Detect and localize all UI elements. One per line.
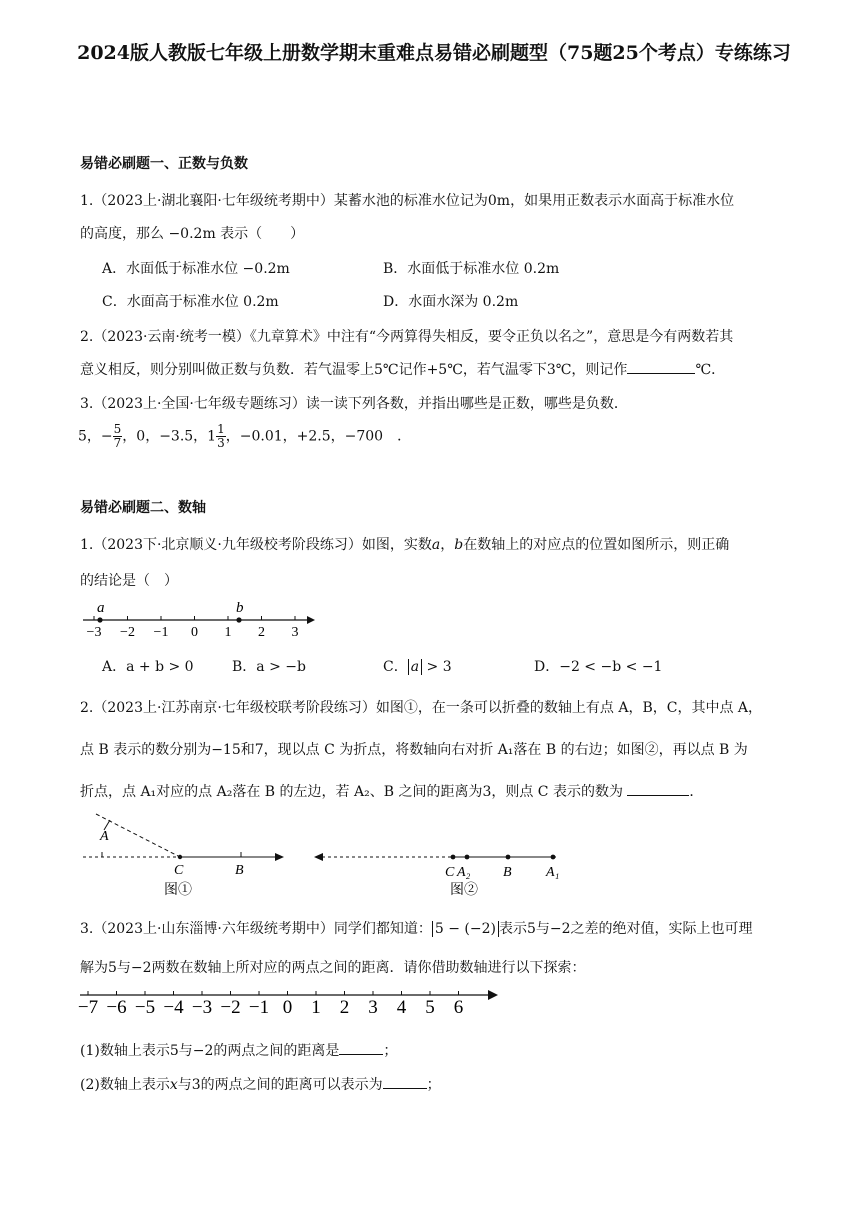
label-b: B [503, 865, 512, 880]
tick-label: 5 [425, 997, 435, 1018]
variable-x: x [169, 1077, 178, 1093]
q2-2-line1: 2.（2023上·江苏南京·七年级校联考阶段练习）如图①，在一条可以折叠的数轴上有点 A，B，C，其中点 A， [80, 700, 763, 716]
q2-3-text-a: 3.（2023上·山东淄博·六年级统考期中）同学们都知道： [80, 921, 432, 937]
answer-blank[interactable] [339, 1040, 383, 1055]
number-line-ab [75, 600, 325, 642]
tick-label: −1 [153, 625, 169, 640]
label-a1: A₁ [546, 865, 560, 880]
sub2-text-a: (2)数轴上表示 [80, 1077, 170, 1093]
q1-3-line1: 3.（2023上·全国·七年级专题练习）读一读下列各数，并指出哪些是正数，哪些是负数． [80, 396, 628, 412]
tick-label: 0 [191, 625, 198, 640]
q1-2-line1: 2.（2023·云南·统考一模）《九章算术》中注有“今两算得失相反，要令正负以名之”，意思是今有两数若其 [80, 329, 734, 345]
q2-1-comma: ， [440, 537, 455, 553]
point-b-label: b [236, 600, 244, 616]
axis-arrow [275, 853, 284, 861]
folded-line [96, 814, 180, 857]
number-line-large [78, 985, 508, 1023]
tick-label: 2 [339, 997, 350, 1018]
q2-1-option-d: D．−2 < −b < −1 [534, 659, 663, 675]
page-title: 2024版人教版七年级上册数学期末重难点易错必刷题型（75题25个考点）专练练习 [77, 42, 791, 64]
axis-arrow [307, 616, 315, 624]
tick-label: 4 [396, 997, 407, 1018]
tick-label: 1 [224, 625, 232, 640]
q1-1-line1: 1.（2023上·湖北襄阳·七年级统考期中）某蓄水池的标准水位记为0m，如果用正数表示水面高于标准水位 [80, 193, 735, 209]
q2-2-line3-text: 折点，点 A₁对应的点 A₂落在 B 的左边，若 A₂、B 之间的距离为3，则点 C 表示的数为 [80, 784, 623, 800]
label-c: C [174, 863, 184, 878]
q1-1-option-b: B．水面低于标准水位 0.2m [383, 261, 560, 277]
fraction-numerator: 1 [217, 422, 225, 436]
q2-1-line2: 的结论是（ ） [80, 573, 178, 589]
q1-2-line2-text: 意义相反，则分别叫做正数与负数．若气温零上5℃记作+5℃，若气温零下3℃，则记作 [80, 362, 628, 378]
q2-3-text-b: 表示5与−2之差的绝对值，实际上也可理 [499, 921, 753, 937]
sub2-text-b: 与3的两点之间的距离可以表示为 [177, 1077, 383, 1093]
tick-label: −6 [106, 997, 127, 1018]
figure-1-fold [78, 812, 293, 902]
variable-a: a [431, 537, 441, 553]
label-a2: A₂ [457, 865, 471, 880]
label-c: C [445, 865, 455, 880]
q2-3-line2: 解为5与−2两数在数轴上所对应的两点之间的距离．请你借助数轴进行以下探索： [80, 960, 586, 976]
figure-1-caption: 图① [164, 883, 192, 898]
q1-3-number-list [78, 423, 411, 450]
label-b: B [235, 863, 244, 878]
fraction-numerator: 5 [113, 422, 122, 436]
q1-1-option-d: D．水面水深为 0.2m [383, 294, 519, 310]
point-b-dot [236, 617, 241, 622]
fraction-denominator: 7 [113, 436, 122, 450]
q2-1-option-c [383, 656, 452, 676]
tick-label: 3 [368, 997, 378, 1018]
fraction-5-7 [113, 423, 123, 450]
label-a: A [100, 829, 109, 844]
axis-arrow-left [314, 853, 323, 861]
axis-arrow [488, 990, 498, 1000]
option-c-prefix: C． [383, 659, 408, 675]
numbers-part-1: 5，− [78, 428, 113, 445]
q2-1-option-a: A．a + b > 0 [102, 659, 194, 675]
point-a2-dot [465, 855, 470, 860]
absolute-value-expression: 5 − (−2) [432, 921, 499, 937]
point-a1-dot [551, 855, 556, 860]
sub1-end: ； [383, 1043, 398, 1059]
tick-label: −2 [220, 997, 241, 1018]
tick-label: −3 [86, 625, 102, 640]
figure-2-fold [312, 812, 572, 902]
tick-label: −3 [191, 997, 213, 1018]
q2-2-line3-end: ． [689, 784, 704, 800]
section-heading-2: 易错必刷题二、数轴 [80, 500, 206, 516]
point-c-dot [178, 855, 182, 859]
answer-blank[interactable] [627, 781, 689, 796]
q2-1-line1 [80, 534, 729, 554]
option-c-suffix: > 3 [422, 659, 452, 675]
point-a-dot [97, 617, 102, 622]
q2-2-line2: 点 B 表示的数分别为−15和7，现以点 C 为折点，将数轴向右对折 A₁落在 B 的右边；如图②，再以点 B 为 [80, 742, 748, 758]
sub2-end: ； [426, 1077, 441, 1093]
figure-2-caption: 图② [450, 883, 478, 898]
tick-label: −7 [77, 997, 99, 1018]
tick-label: −5 [134, 997, 156, 1018]
point-a-label: a [97, 600, 105, 616]
q2-3-line1 [80, 918, 753, 938]
section-heading-1: 易错必刷题一、正数与负数 [80, 156, 248, 172]
q1-1-option-a: A．水面低于标准水位 −0.2m [102, 261, 290, 277]
q1-2-unit: ℃． [695, 362, 726, 378]
point-b-dot [506, 855, 511, 860]
q2-3-sub1 [80, 1040, 397, 1060]
q1-2-line2 [80, 359, 725, 379]
q2-1-text-b: 在数轴上的对应点的位置如图所示，则正确 [463, 537, 730, 553]
q2-3-sub2 [80, 1074, 441, 1094]
fraction-denominator: 3 [217, 436, 225, 450]
point-c-dot [451, 855, 456, 860]
variable-b: b [454, 537, 464, 553]
tick-label: 6 [453, 997, 464, 1018]
fraction-1-3 [216, 423, 226, 450]
numbers-part-3: ，−0.01，+2.5，−700 ． [225, 428, 412, 445]
q2-1-option-b: B．a > −b [232, 659, 306, 675]
q1-1-line2: 的高度，那么 −0.2m 表示（ ） [80, 226, 305, 242]
answer-blank[interactable] [383, 1074, 427, 1089]
tick-label: 1 [311, 997, 321, 1018]
tick-label: −4 [163, 997, 184, 1018]
sub1-text: (1)数轴上表示5与−2的两点之间的距离是 [80, 1043, 340, 1059]
tick-label: 3 [291, 625, 299, 640]
tick-label: −2 [120, 625, 135, 640]
numbers-part-2: ，0，−3.5，1 [122, 428, 217, 445]
q2-1-text-a: 1.（2023下·北京顺义·九年级校考阶段练习）如图，实数 [80, 537, 432, 553]
tick-label: 0 [282, 997, 293, 1018]
absolute-value-a: a [408, 659, 422, 675]
answer-blank[interactable] [627, 359, 695, 374]
tick-label: −1 [248, 997, 270, 1018]
q2-2-line3 [80, 781, 703, 801]
tick-label: 2 [258, 625, 265, 640]
q1-1-option-c: C．水面高于标准水位 0.2m [102, 294, 279, 310]
